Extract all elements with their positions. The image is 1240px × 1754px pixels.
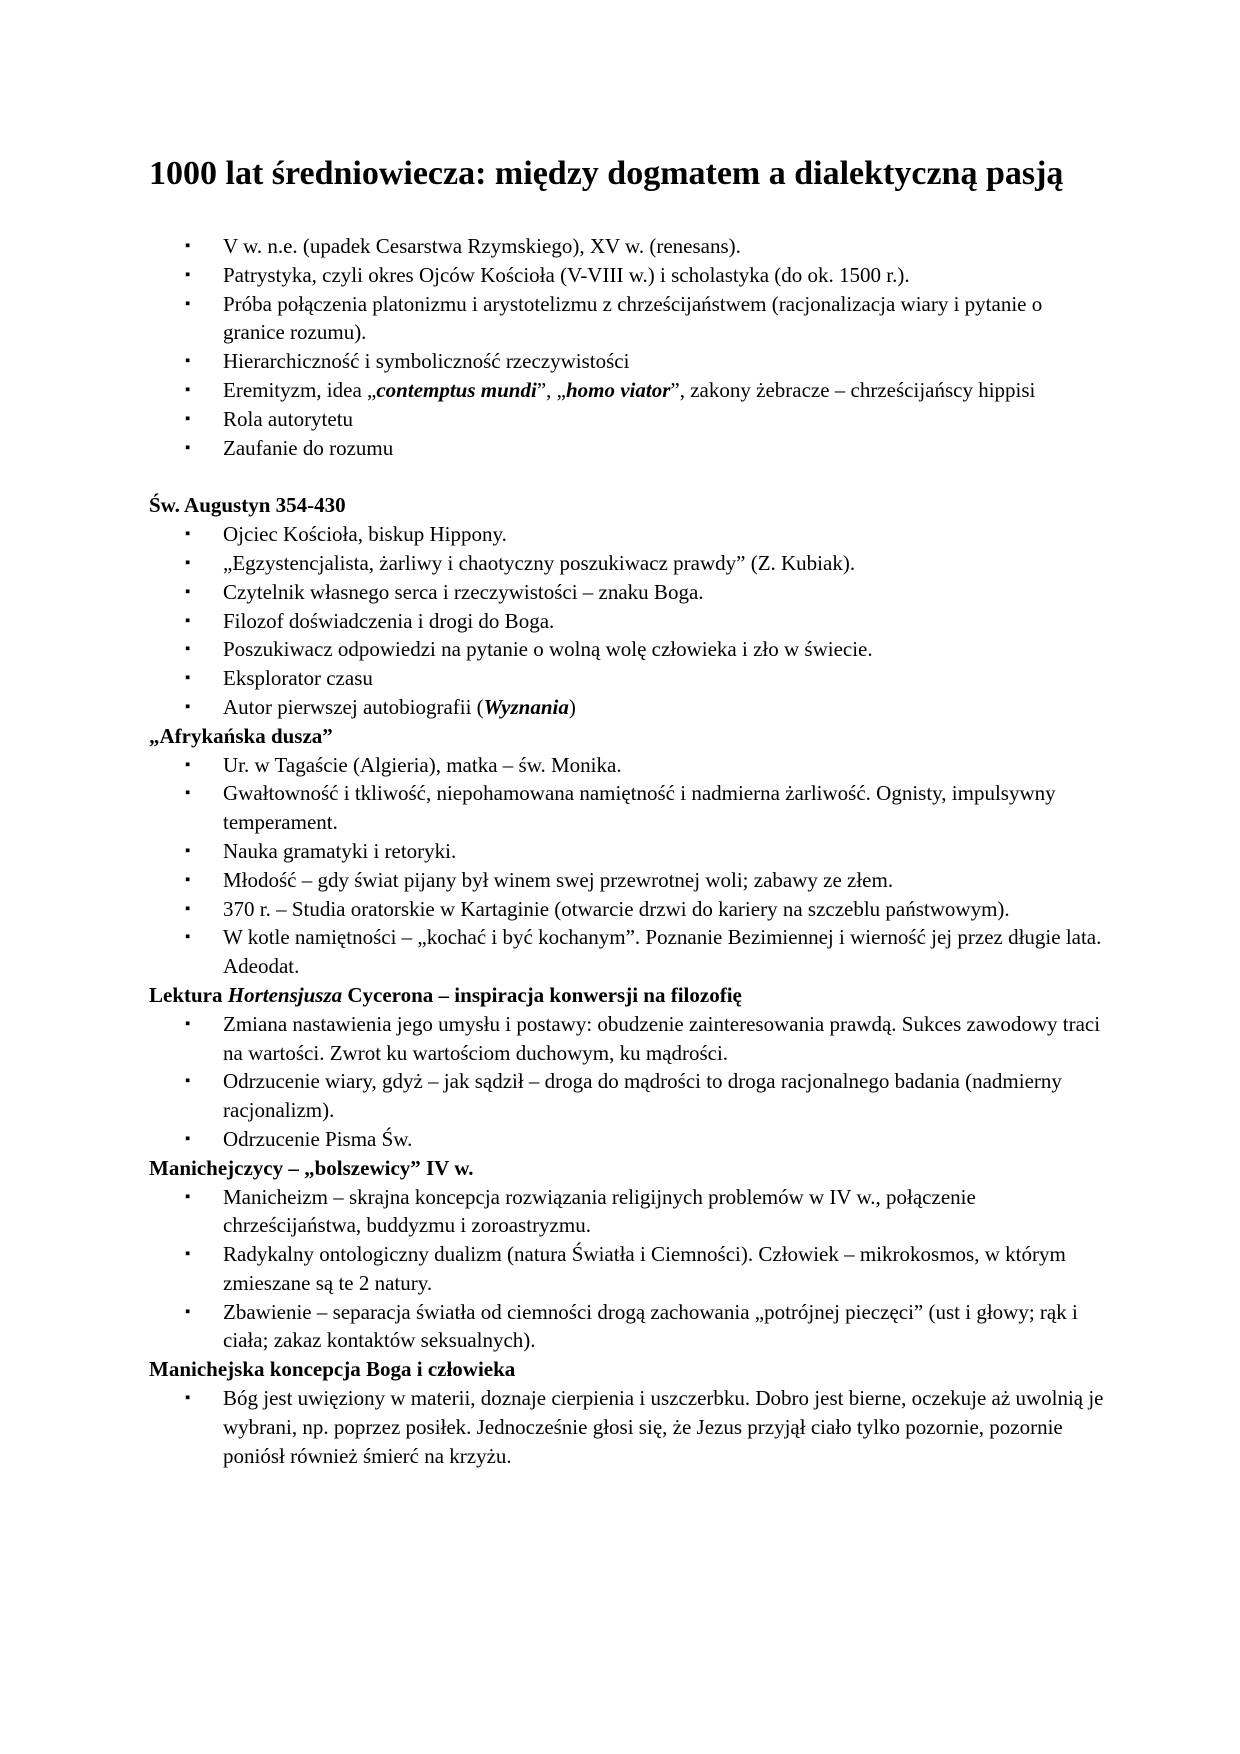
list-item: ▪ „Egzystencjalista, żarliwy i chaotyczny poszukiwacz prawdy” (Z. Kubiak).	[149, 549, 1109, 578]
list-item	[149, 693, 1109, 722]
section-heading-manichejczycy: Manichejczycy – „bolszewicy” IV w.	[149, 1155, 474, 1180]
list-item: ▪ Zbawienie – separacja światła od ciemności drogą zachowania „potrójnej pieczęci” (ust i głowy; rąk i ciała; zakaz kontaktów seksualnych).	[149, 1298, 1109, 1356]
list-item: ▪ Eksplorator czasu	[149, 664, 1109, 693]
augustyn-list	[149, 520, 1109, 722]
list-item: ▪ Filozof doświadczenia i drogi do Boga.	[149, 607, 1109, 636]
list-item: ▪ Patrystyka, czyli okres Ojców Kościoła (V-VIII w.) i scholastyka (do ok. 1500 r.).	[149, 261, 1109, 290]
list-item: ▪ Odrzucenie wiary, gdyż – jak sądził – droga do mądrości to droga racjonalnego badania (nadmierny racjonalizm).	[149, 1067, 1109, 1125]
manichejczycy-list	[149, 1183, 1109, 1356]
afrykanska-list	[149, 751, 1109, 981]
list-item: ▪ Rola autorytetu	[149, 405, 1109, 434]
list-item: ▪ Zmiana nastawienia jego umysłu i postawy: obudzenie zainteresowania prawdą. Sukces zawodowy traci na wartości. Zwrot ku wartościom duchowym, ku mądrości.	[149, 1010, 1109, 1068]
list-item: ▪ Czytelnik własnego serca i rzeczywistości – znaku Boga.	[149, 578, 1109, 607]
italic-term: homo viator	[565, 377, 671, 402]
list-item: ▪ Poszukiwacz odpowiedzi na pytanie o wolną wolę człowieka i zło w świecie.	[149, 635, 1109, 664]
list-item: ▪ 370 r. – Studia oratorskie w Kartaginie (otwarcie drzwi do kariery na szczeblu państwowym).	[149, 895, 1109, 924]
koncepcja-list	[149, 1384, 1109, 1470]
list-item: ▪ Próba połączenia platonizmu i arystotelizmu z chrześcijaństwem (racjonalizacja wiary i pytanie o granice rozumu).	[149, 290, 1109, 348]
text-run: Eremityzm, idea „	[223, 377, 377, 402]
section-heading-afrykanska: „Afrykańska dusza”	[149, 723, 333, 748]
list-item: ▪ Odrzucenie Pisma Św.	[149, 1125, 1109, 1154]
page-title: 1000 lat średniowiecza: między dogmatem a dialektyczną pasją	[149, 155, 1064, 192]
text-run: ”, „	[536, 377, 566, 402]
section-heading-lektura	[149, 981, 1109, 1010]
list-item: ▪ Zaufanie do rozumu	[149, 434, 1109, 463]
list-item: ▪ Bóg jest uwięziony w materii, doznaje cierpienia i uszczerbku. Dobro jest bierne, oczekuje aż uwolnią je wybrani, np. poprzez posiłek. Jednocześnie głosi się, że Jezus przyjął ciało tylko pozornie, pozornie poniósł również śmierć na krzyżu.	[149, 1384, 1109, 1470]
text-run: )	[568, 694, 576, 719]
text-run: Cycerona – inspiracja konwersji na filozofię	[342, 982, 742, 1007]
list-item: ▪ Młodość – gdy świat pijany był winem swej przewrotnej woli; zabawy ze złem.	[149, 866, 1109, 895]
text-run: ”, zakony żebracze – chrześcijańscy hippisi	[670, 377, 1036, 402]
section-heading-augustyn: Św. Augustyn 354-430	[149, 493, 346, 518]
list-item: ▪ Radykalny ontologiczny dualizm (natura Światła i Ciemności). Człowiek – mikrokosmos, w którym zmieszane są te 2 natury.	[149, 1240, 1109, 1298]
intro-list	[149, 232, 1109, 462]
list-item: ▪ V w. n.e. (upadek Cesarstwa Rzymskiego), XV w. (renesans).	[149, 232, 1109, 261]
list-item	[149, 376, 1109, 405]
list-item: ▪ Gwałtowność i tkliwość, niepohamowana namiętność i nadmierna żarliwość. Ognisty, impulsywny temperament.	[149, 779, 1109, 837]
document-content	[149, 150, 1109, 1470]
italic-term: Wyznania	[483, 694, 569, 719]
list-item: ▪ Ur. w Tagaście (Algieria), matka – św. Monika.	[149, 751, 1109, 780]
list-item: ▪ W kotle namiętności – „kochać i być kochanym”. Poznanie Bezimiennej i wierność jej przez długie lata. Adeodat.	[149, 923, 1109, 981]
list-item: ▪ Hierarchiczność i symboliczność rzeczywistości	[149, 347, 1109, 376]
lektura-list	[149, 1010, 1109, 1154]
list-item: ▪ Ojciec Kościoła, biskup Hippony.	[149, 520, 1109, 549]
text-run: Autor pierwszej autobiografii (	[223, 694, 484, 719]
section-heading-koncepcja: Manichejska koncepcja Boga i człowieka	[149, 1357, 516, 1382]
italic-term: contemptus mundi	[376, 377, 537, 402]
text-run: Lektura	[149, 982, 228, 1007]
italic-term: Hortensjusza	[227, 982, 343, 1007]
list-item: ▪ Nauka gramatyki i retoryki.	[149, 837, 1109, 866]
list-item: ▪ Manicheizm – skrajna koncepcja rozwiązania religijnych problemów w IV w., połączenie chrześcijaństwa, buddyzmu i zoroastryzmu.	[149, 1183, 1109, 1241]
